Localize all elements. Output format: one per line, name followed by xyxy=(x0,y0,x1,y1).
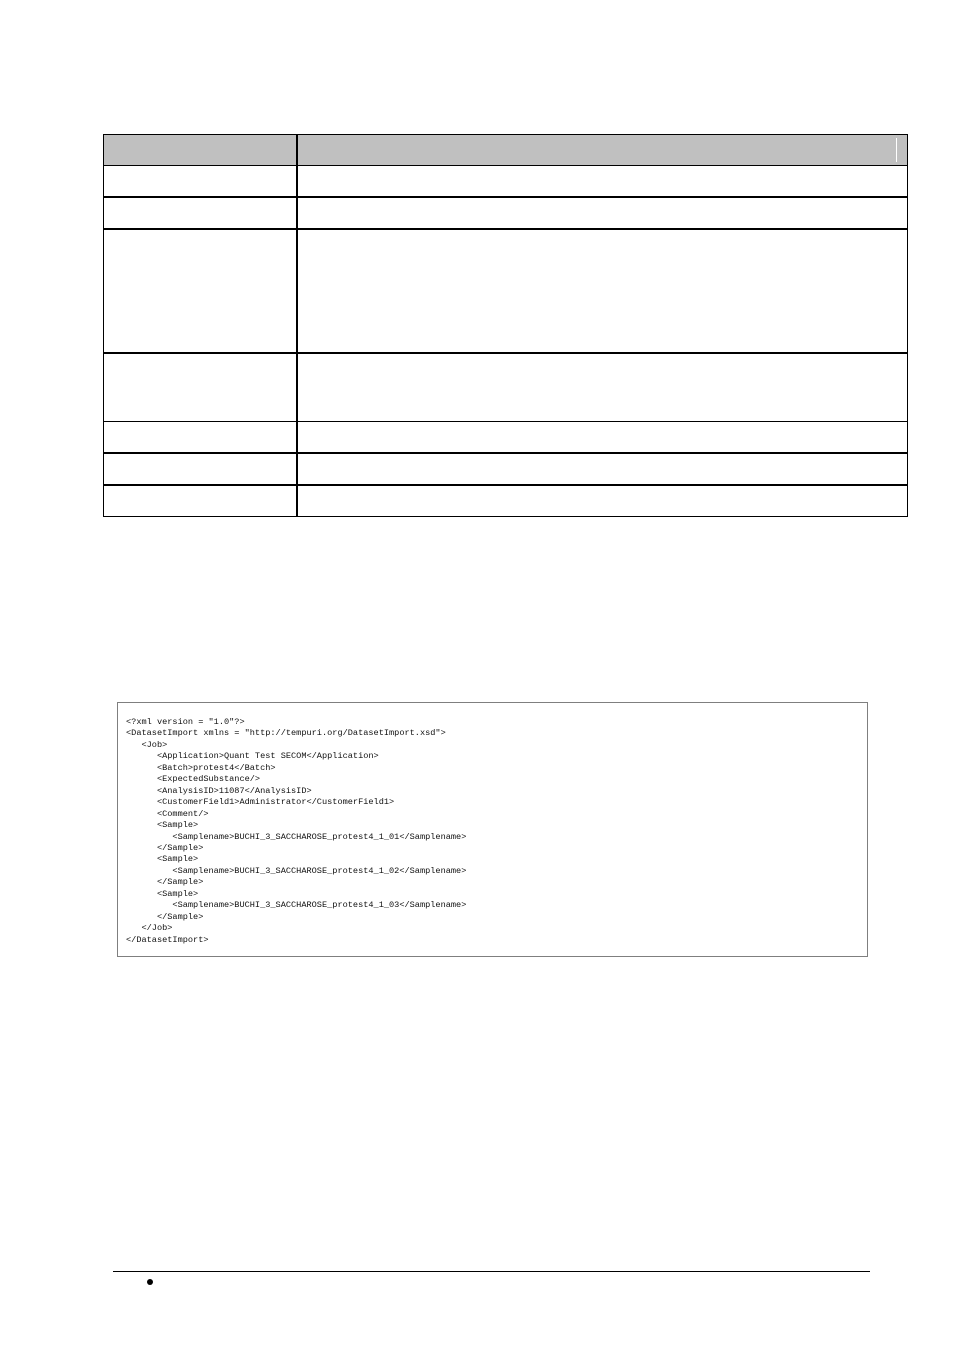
table-row xyxy=(104,353,908,422)
code-line: </Job> xyxy=(126,923,173,934)
code-line: <CustomerField1>Administrator</CustomerField1> xyxy=(126,797,395,808)
parameter-table xyxy=(103,134,908,517)
code-line: </Sample> xyxy=(126,911,204,922)
table-cell xyxy=(104,197,298,229)
code-line: <Application>Quant Test SECOM</Application> xyxy=(126,751,379,762)
table-row xyxy=(104,197,908,229)
table-cell xyxy=(297,353,908,422)
code-line: </Sample> xyxy=(126,842,204,853)
code-line: <Job> xyxy=(126,739,168,750)
code-line: <DatasetImport xmlns = "http://tempuri.org/DatasetImport.xsd"> xyxy=(126,728,446,739)
table-row xyxy=(104,166,908,198)
table-cell xyxy=(297,166,908,198)
table-cell xyxy=(104,166,298,198)
table-cell xyxy=(104,229,298,353)
footer-rule xyxy=(113,1271,870,1272)
table-header-cell xyxy=(104,135,298,166)
table-cell xyxy=(104,422,298,454)
xml-code-block xyxy=(118,703,867,946)
code-line: <Samplename>BUCHI_3_SACCHAROSE_protest4_1_01</Samplename> xyxy=(126,831,467,842)
table-header-row xyxy=(104,135,908,166)
code-line: <Batch>protest4</Batch> xyxy=(126,762,276,773)
table-cell xyxy=(297,485,908,517)
table-cell xyxy=(297,229,908,353)
table-row xyxy=(104,453,908,485)
table-cell xyxy=(297,453,908,485)
table-cell xyxy=(297,197,908,229)
code-line: <ExpectedSubstance/> xyxy=(126,774,261,785)
table-row xyxy=(104,422,908,454)
code-line: <Sample> xyxy=(126,854,199,865)
code-line: <Samplename>BUCHI_3_SACCHAROSE_protest4_1_03</Samplename> xyxy=(126,900,467,911)
footer-bullet-icon xyxy=(147,1279,153,1285)
table-cell xyxy=(104,453,298,485)
table-cell xyxy=(104,353,298,422)
table-cell xyxy=(104,485,298,517)
code-line: <Samplename>BUCHI_3_SACCHAROSE_protest4_1_02</Samplename> xyxy=(126,865,467,876)
table-cell xyxy=(297,422,908,454)
code-line: </DatasetImport> xyxy=(126,934,209,945)
code-line: <Sample> xyxy=(126,888,199,899)
code-line: <Comment/> xyxy=(126,808,209,819)
xml-example-box xyxy=(117,702,868,957)
code-line: </Sample> xyxy=(126,877,204,888)
table-row xyxy=(104,485,908,517)
code-line: <AnalysisID>11087</AnalysisID> xyxy=(126,785,312,796)
code-line: <Sample> xyxy=(126,820,199,831)
code-line: <?xml version = "1.0"?> xyxy=(126,717,245,727)
table-header-cell xyxy=(297,135,908,166)
table-row xyxy=(104,229,908,353)
